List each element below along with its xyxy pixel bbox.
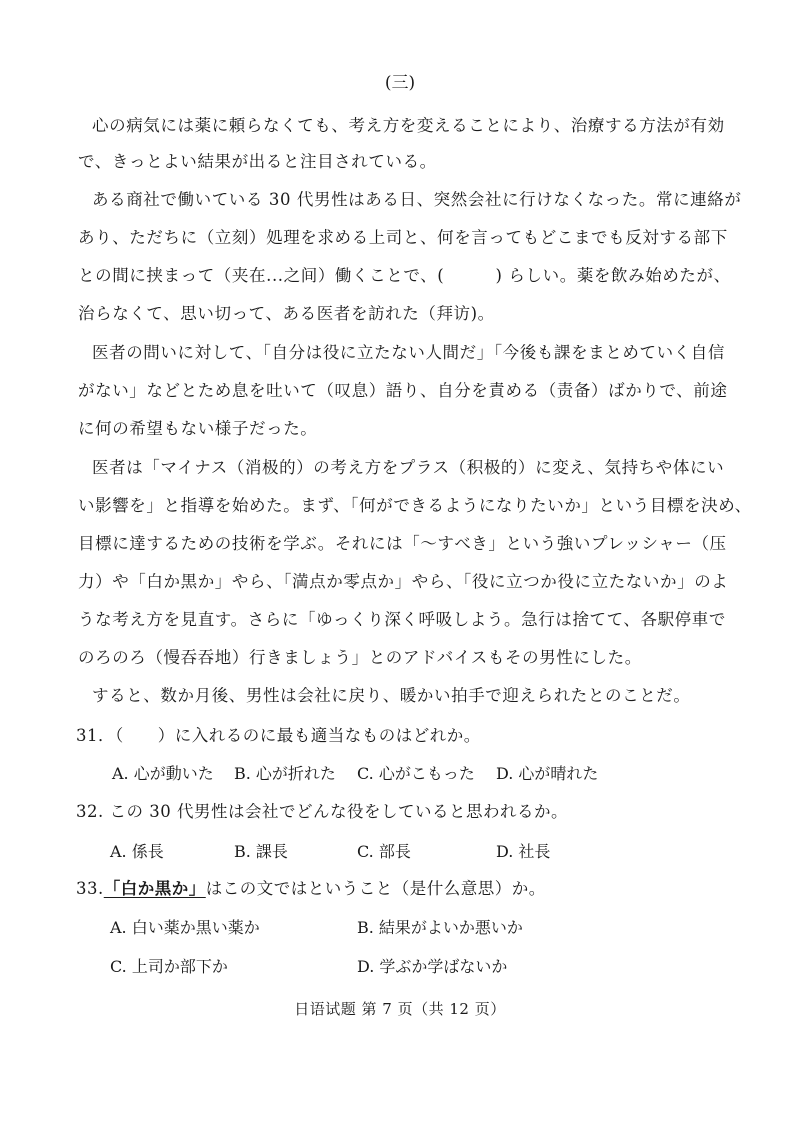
quoted-phrase: 「白か黒か」 bbox=[103, 879, 206, 898]
paragraph-line: うな考え方を見直す。さらに「ゆっくり深く呼吸しよう。急行は捨てて、各駅停車で bbox=[78, 610, 726, 629]
paragraph-line: 治らなくて、思い切って、ある医者を訪れた（拜访)。 bbox=[78, 304, 495, 323]
option-a[interactable]: A. 白い薬か黒い薬か bbox=[110, 918, 260, 937]
paragraph-line: で、きっとよい結果が出ると注目されている。 bbox=[78, 152, 437, 171]
paragraph-line: に何の希望もない様子だった。 bbox=[78, 419, 318, 438]
option-a[interactable]: A. 心が動いた bbox=[112, 764, 214, 783]
paragraph-line: 目標に達するための技術を学ぶ。それには「～すべき」という強いプレッシャー（压 bbox=[78, 534, 727, 553]
option-b[interactable]: B. 結果がよいか悪いか bbox=[357, 918, 523, 937]
paragraph-line: あり、ただちに（立刻）処理を求める上司と、何を言ってもどこまでも反対する部下 bbox=[78, 228, 728, 247]
paragraph-line: ある商社で働いている 30 代男性はある日、突然会社に行けなくなった。常に連絡が bbox=[92, 190, 742, 209]
question-number: 33. bbox=[76, 879, 104, 898]
paragraph-line: のろのろ（慢吞吞地）行きましょう」とのアドバイスもその男性にした。 bbox=[78, 648, 642, 667]
option-b[interactable]: B. 課長 bbox=[234, 842, 288, 861]
question-stem: 32. この 30 代男性は会社でどんな役をしていると思われるか。 bbox=[76, 802, 568, 821]
paragraph-line: 心の病気には薬に頼らなくても、考え方を変えることにより、治療する方法が有効 bbox=[92, 116, 725, 135]
option-c[interactable]: C. 心がこもった bbox=[357, 764, 475, 783]
option-d[interactable]: D. 心が晴れた bbox=[496, 764, 599, 783]
option-c[interactable]: C. 上司か部下か bbox=[110, 957, 228, 976]
option-d[interactable]: D. 社長 bbox=[496, 842, 551, 861]
paragraph-line: い影響を」と指導を始めた。まず、「何ができるようになりたいか」という目標を決め、 bbox=[78, 496, 752, 515]
option-b[interactable]: B. 心が折れた bbox=[234, 764, 336, 783]
option-d[interactable]: D. 学ぶか学ばないか bbox=[357, 957, 508, 976]
question-text: はこの文ではということ（是什么意思）か。 bbox=[205, 879, 546, 898]
section-title: (三) bbox=[384, 73, 416, 93]
paragraph-line: 医者は「マイナス（消极的）の考え方をプラス（积极的）に変え、気持ちや体にい bbox=[92, 458, 725, 477]
paragraph-line: がない」などとため息を吐いて（叹息）語り、自分を責める（责备）ばかりで、前途 bbox=[78, 381, 728, 400]
question-stem bbox=[76, 877, 736, 901]
option-a[interactable]: A. 係長 bbox=[110, 842, 164, 861]
paragraph-line: 医者の問いに対して、「自分は役に立たない人間だ」「今後も課をまとめていく自信 bbox=[92, 343, 725, 362]
option-c[interactable]: C. 部長 bbox=[357, 842, 411, 861]
page-footer: 日语试题 第 7 页（共 12 页） bbox=[294, 1000, 506, 1018]
paragraph-line: との間に挟まって（夹在...之间）働くことで、( ) らしい。薬を飲み始めたが、 bbox=[78, 266, 731, 285]
paragraph-line: すると、数か月後、男性は会社に戻り、暖かい拍手で迎えられたとのことだ。 bbox=[92, 686, 691, 705]
question-stem: 31．（ ）に入れるのに最も適当なものはどれか。 bbox=[76, 726, 481, 745]
paragraph-line: 力）や「白か黒か」やら、「満点か零点か」やら、「役に立つか役に立たないか」のよ bbox=[78, 572, 729, 591]
